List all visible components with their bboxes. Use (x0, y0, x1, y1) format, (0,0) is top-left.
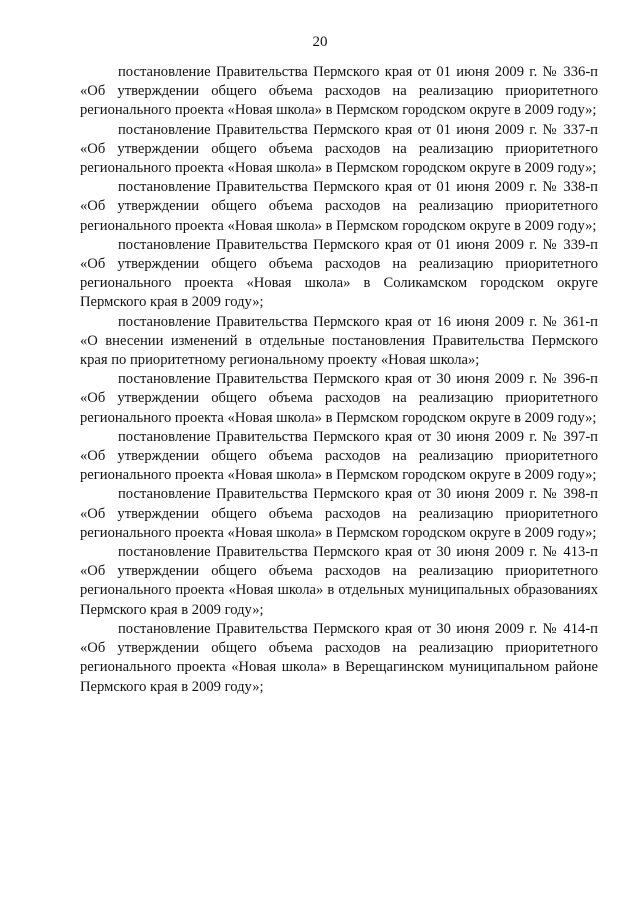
decree-paragraph: постановление Правительства Пермского края от 16 июня 2009 г. № 361-п «О внесении изменений в отдельные постановления Правительства Пермского края по приоритетному региональному проекту «Новая школа»; (80, 313, 598, 369)
page-number: 20 (312, 34, 328, 50)
decree-paragraph: постановление Правительства Пермского края от 30 июня 2009 г. № 413-п «Об утверждении общего объема расходов на реализацию приоритетного регионального проекта «Новая школа» в отдельных муниципальных образованиях Пермского края в 2009 году»; (80, 544, 598, 618)
decree-paragraph: постановление Правительства Пермского края от 30 июня 2009 г. № 398-п «Об утверждении общего объема расходов на реализацию приоритетного регионального проекта «Новая школа» в Пермском городском округе в 2009 году»; (80, 486, 598, 541)
decree-paragraph: постановление Правительства Пермского края от 30 июня 2009 г. № 396-п «Об утверждении общего объема расходов на реализацию приоритетного регионального проекта «Новая школа» в Пермском городском округе в 2009 году»; (80, 371, 598, 426)
document-body (80, 63, 598, 697)
decree-paragraph: постановление Правительства Пермского края от 30 июня 2009 г. № 414-п «Об утверждении общего объема расходов на реализацию приоритетного регионального проекта «Новая школа» в Верещагинском муниципальном районе Пермского края в 2009 году»; (80, 620, 598, 695)
decree-paragraph: постановление Правительства Пермского края от 30 июня 2009 г. № 397-п «Об утверждении общего объема расходов на реализацию приоритетного регионального проекта «Новая школа» в Пермском городском округе в 2009 году»; (80, 428, 598, 484)
decree-paragraph: постановление Правительства Пермского края от 01 июня 2009 г. № 336-п «Об утверждении общего объема расходов на реализацию приоритетного регионального проекта «Новая школа» в Пермском городском округе в 2009 году»; (80, 64, 598, 119)
decree-paragraph: постановление Правительства Пермского края от 01 июня 2009 г. № 339-п «Об утверждении общего объема расходов на реализацию приоритетного регионального проекта «Новая школа» в Соликамском городском округе Пермского края в 2009 году»; (80, 236, 598, 311)
decree-paragraph: постановление Правительства Пермского края от 01 июня 2009 г. № 338-п «Об утверждении общего объема расходов на реализацию приоритетного регионального проекта «Новая школа» в Пермском городском округе в 2009 году»; (80, 179, 598, 234)
decree-paragraph: постановление Правительства Пермского края от 01 июня 2009 г. № 337-п «Об утверждении общего объема расходов на реализацию приоритетного регионального проекта «Новая школа» в Пермском городском округе в 2009 году»; (80, 121, 598, 177)
